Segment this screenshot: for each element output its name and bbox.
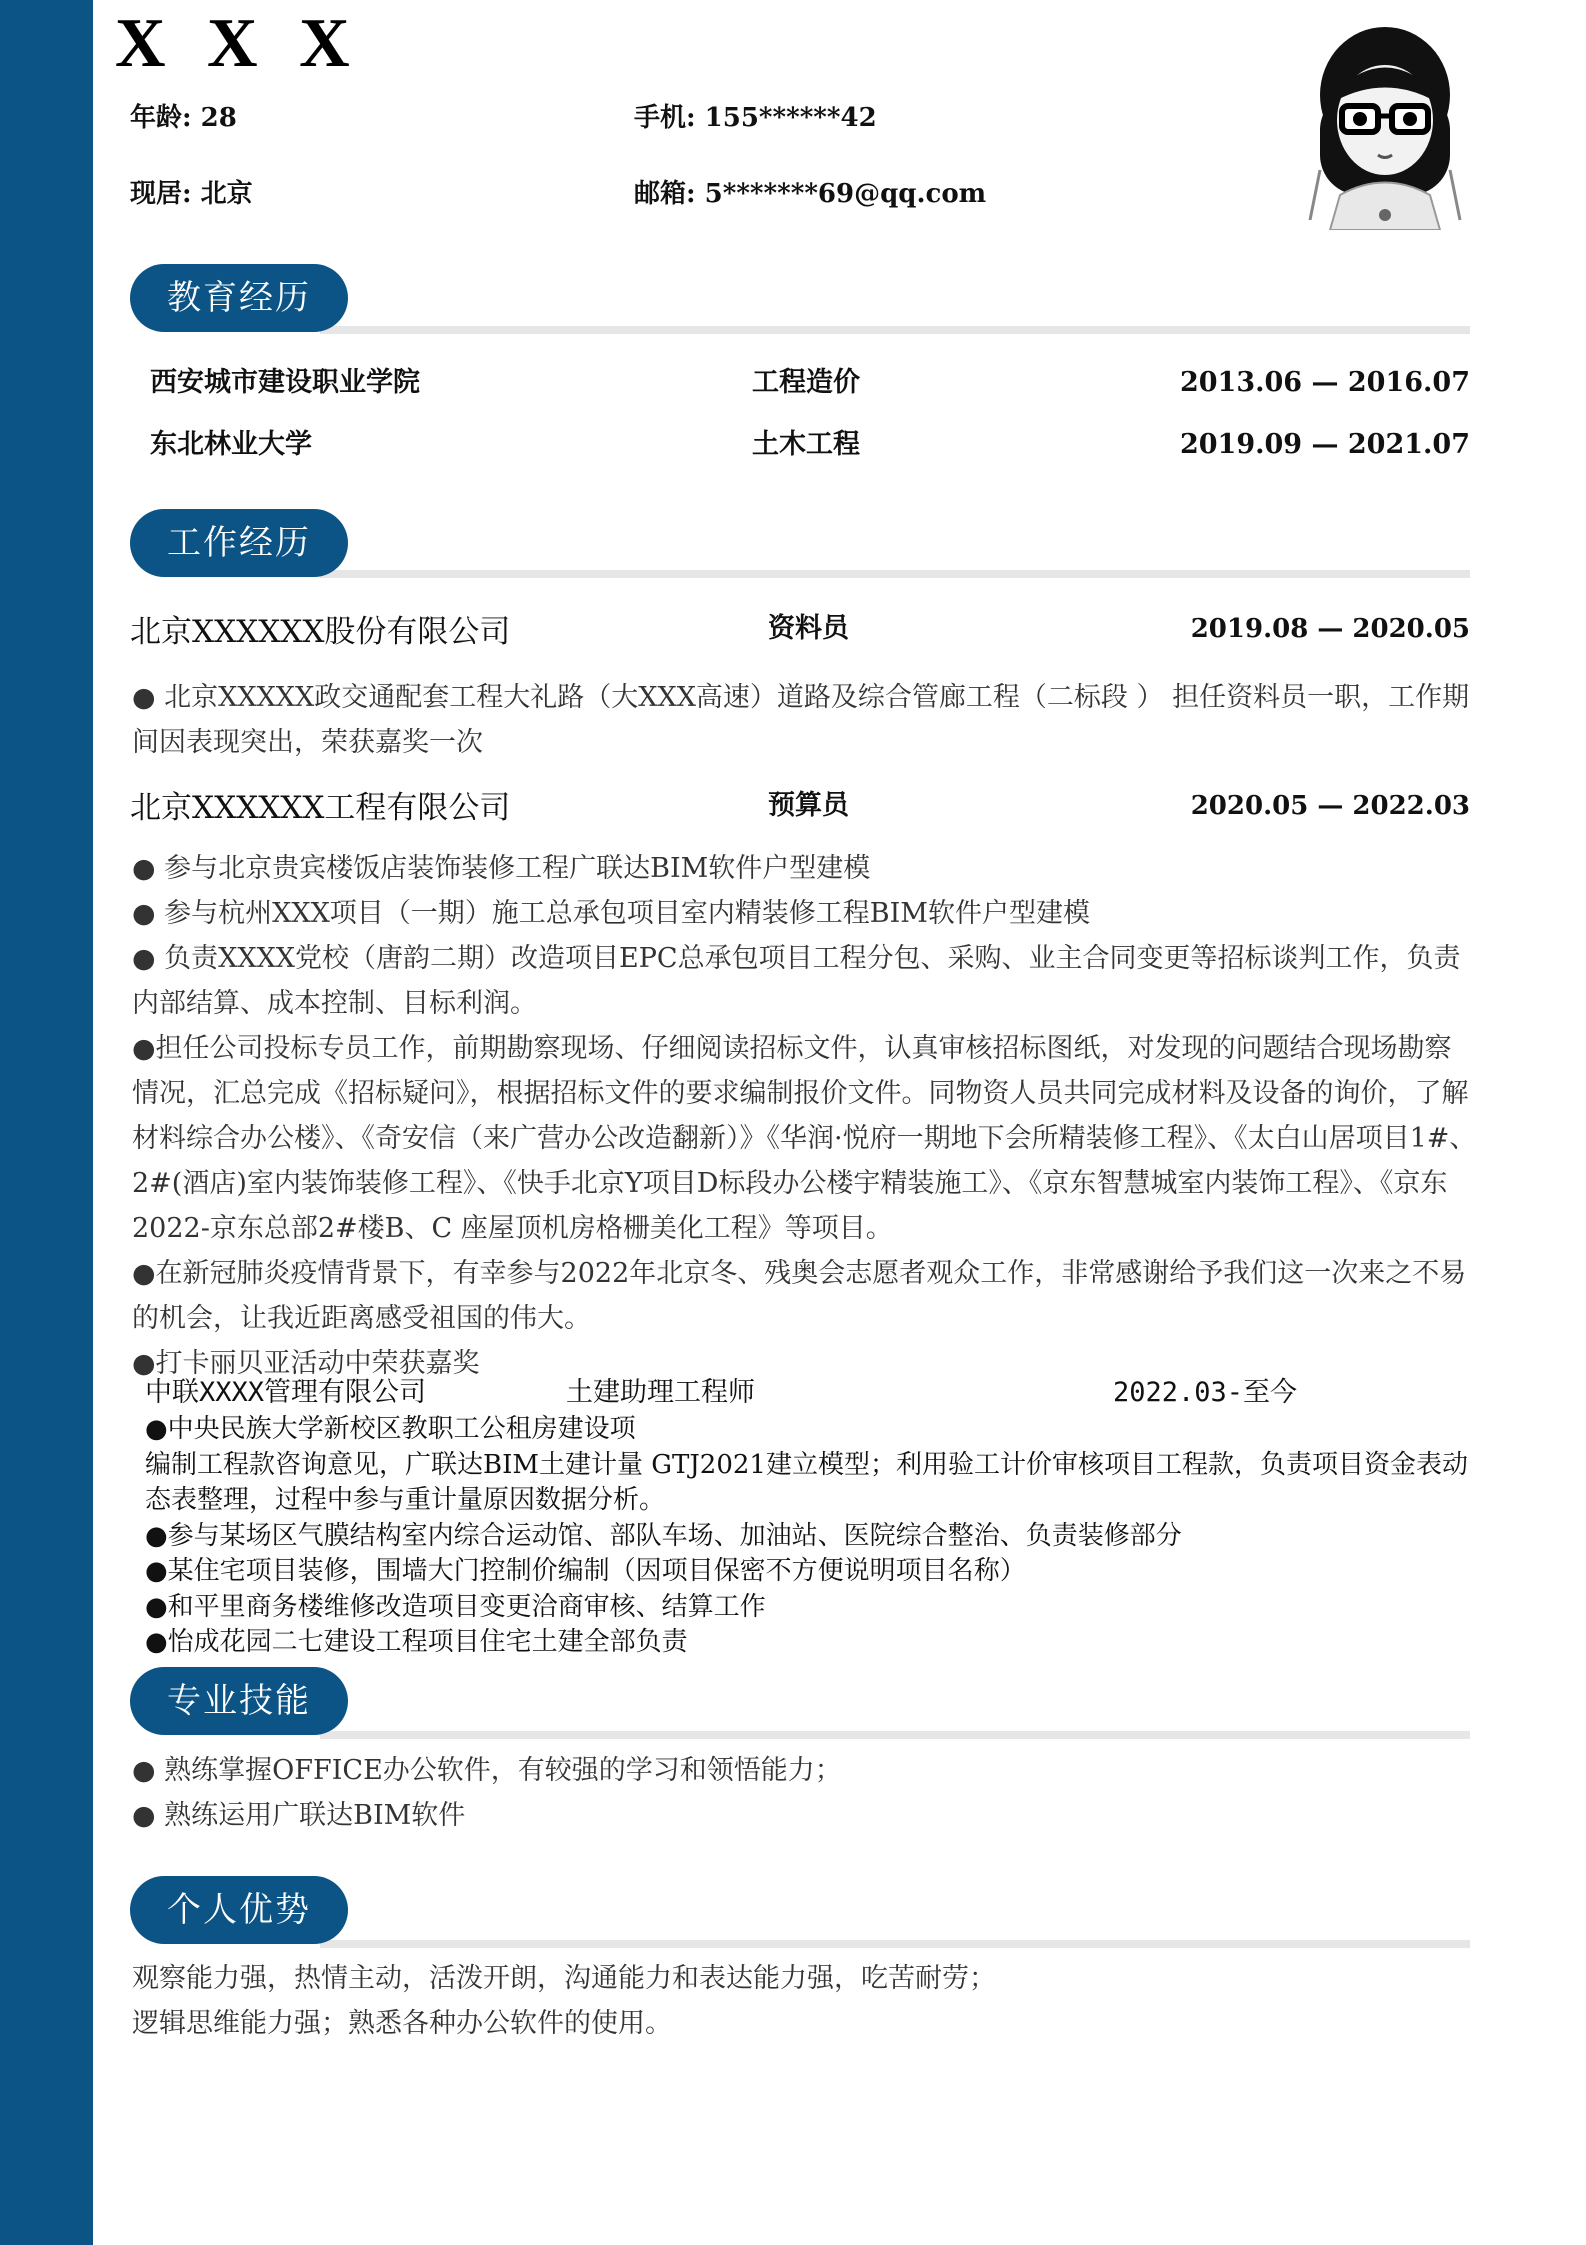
skills-list <box>132 1748 1477 1838</box>
job-detail-line: ●怡成花园二七建设工程项目住宅土建全部负责 <box>145 1627 688 1657</box>
job-period-1: 2019.08 — 2020.05 <box>1190 614 1470 644</box>
job-period-3: 2022.03-至今 <box>1113 1377 1298 1408</box>
job-detail-line: ●参与某场区气膜结构室内综合运动馆、部队车场、加油站、医院综合整治、负责装修部分 <box>145 1520 1182 1551</box>
job-detail-line: ● 参与杭州XXX项目（一期）施工总承包项目室内精装修工程BIM软件户型建模 <box>132 898 1090 929</box>
job-detail-line: ●在新冠肺炎疫情背景下，有幸参与2022年北京冬、残奥会志愿者观众工作，非常感谢给予我们这一次来之不易的机会，让我近距离感受祖国的伟大。 <box>132 1258 1467 1334</box>
education-period-1: 2013.06 — 2016.07 <box>1179 367 1470 398</box>
section-title-strengths: 个人优势 <box>130 1876 348 1944</box>
job-details-1 <box>132 675 1477 765</box>
section-title-work: 工作经历 <box>130 509 348 577</box>
residence-field: 现居: 北京 <box>130 179 253 209</box>
left-accent-bar <box>0 0 93 2245</box>
education-major-1: 工程造价 <box>752 367 860 398</box>
job-company-1: 北京XXXXXX股份有限公司 <box>130 614 511 650</box>
education-period-2: 2019.09 — 2021.07 <box>1179 429 1470 460</box>
job-detail-line: ●和平里商务楼维修改造项目变更洽商审核、结算工作 <box>145 1591 766 1622</box>
job-detail-line: ●某住宅项目装修，围墙大门控制价编制（因项目保密不方便说明项目名称） <box>145 1556 1026 1586</box>
work-divider <box>320 570 1470 578</box>
section-title-skills: 专业技能 <box>130 1667 348 1735</box>
strengths-divider <box>320 1940 1470 1948</box>
job-detail-line: ● 负责XXXX党校（唐韵二期）改造项目EPC总承包项目工程分包、采购、业主合同变更等招标谈判工作，负责内部结算、成本控制、目标利润。 <box>132 943 1461 1019</box>
job-detail-line: ● 北京XXXXX政交通配套工程大礼路（大XXX高速）道路及综合管廊工程（二标段 ） 担任资料员一职，工作期间因表现突出，荣获嘉奖一次 <box>132 682 1470 758</box>
education-divider <box>320 326 1470 334</box>
education-major-2: 土木工程 <box>752 429 860 460</box>
job-role-1: 资料员 <box>768 613 849 644</box>
strength-line: 观察能力强，热情主动，活泼开朗，沟通能力和表达能力强，吃苦耐劳； <box>132 1963 996 1994</box>
job-role-2: 预算员 <box>768 790 849 821</box>
skill-item: ● 熟练运用广联达BIM软件 <box>132 1800 466 1831</box>
job-role-3: 土建助理工程师 <box>566 1377 755 1408</box>
education-school-1: 西安城市建设职业学院 <box>150 367 420 398</box>
skills-divider <box>320 1731 1470 1739</box>
job-detail-line: ●中央民族大学新校区教职工公租房建设项 <box>145 1414 636 1444</box>
job-details-3 <box>145 1412 1485 1661</box>
job-detail-line: ● 参与北京贵宾楼饭店装饰装修工程广联达BIM软件户型建模 <box>132 853 871 884</box>
strength-line: 逻辑思维能力强；熟悉各种办公软件的使用。 <box>132 2008 672 2039</box>
education-school-2: 东北林业大学 <box>150 429 312 460</box>
skill-item: ● 熟练掌握OFFICE办公软件，有较强的学习和领悟能力； <box>132 1755 842 1786</box>
phone-field: 手机: 155******42 <box>634 103 877 133</box>
candidate-name: X X X <box>115 5 362 82</box>
job-company-2: 北京XXXXXX工程有限公司 <box>130 790 511 826</box>
job-period-2: 2020.05 — 2022.03 <box>1190 791 1470 821</box>
profile-avatar <box>1300 20 1470 230</box>
email-field: 邮箱: 5*******69@qq.com <box>634 179 987 209</box>
job-details-2 <box>132 846 1477 1386</box>
section-title-education: 教育经历 <box>130 264 348 332</box>
job-detail-line: ●担任公司投标专员工作，前期勘察现场、仔细阅读招标文件，认真审核招标图纸，对发现的问题结合现场勘察情况，汇总完成《招标疑问》，根据招标文件的要求编制报价文件。同物资人员共同完成材料及设备的询价，了解材料综合办公楼》、《奇安信（来广营办公改造翻新）》《华润·悦府一期地下会所精装修工程》、《太白山居项目1#、2#(酒店)室内装饰装修工程》、《快手北京Y项目D标段办公楼宇精装施工》、《京东智慧城室内装饰工程》、《京东2022-京东总部2#楼B、C 座屋顶机房格栅美化工程》等项目。 <box>132 1033 1477 1244</box>
strengths-text <box>132 1956 1477 2046</box>
job-detail-line: 编制工程款咨询意见，广联达BIM土建计量 GTJ2021建立模型；利用验工计价审核项目工程款，负责项目资金表动态表整理，过程中参与重计量原因数据分析。 <box>145 1449 1468 1515</box>
age-field: 年龄: 28 <box>130 103 237 133</box>
job-detail-line: ●打卡丽贝亚活动中荣获嘉奖 <box>132 1348 480 1379</box>
job-company-3: 中联XXXX管理有限公司 <box>145 1377 427 1408</box>
